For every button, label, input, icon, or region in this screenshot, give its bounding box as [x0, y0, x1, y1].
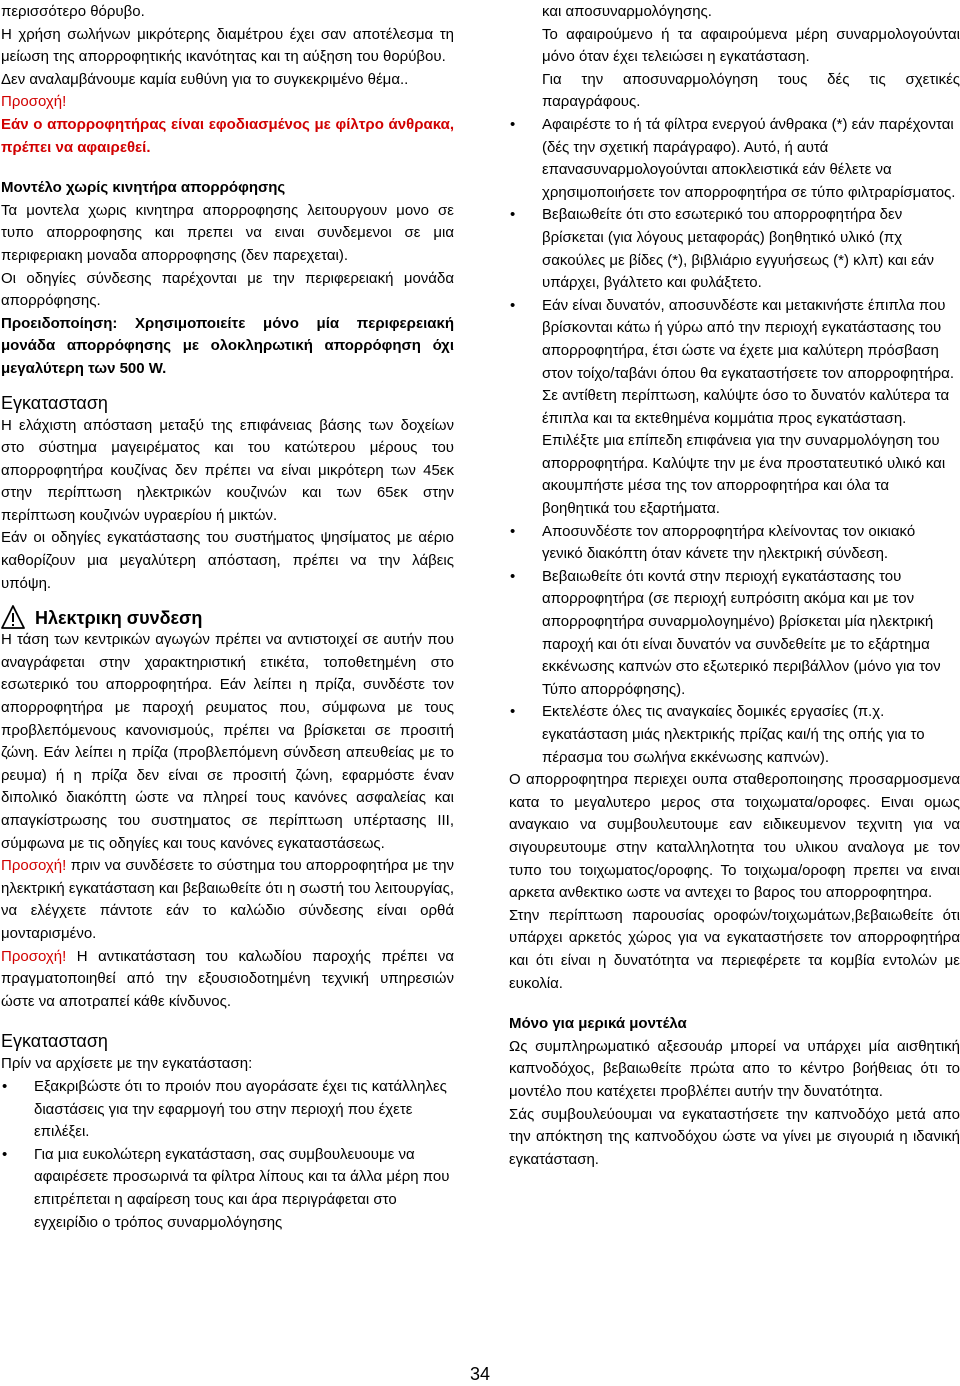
paragraph: περισσότερο θόρυβο.: [1, 3, 145, 20]
paragraph: Στην περίπτωση παρουσίας οροφών/τοιχωμάτων,βεβαιωθείτε ότι υπάρχει αρκετός χώρος για να εγκαταστήσετε τον απορροφητήρα και ότι είναι η δυνατότητα να περιεφέρετε τα κομβία εντολών με ευκολία.: [509, 906, 960, 992]
warning-icon: [1, 605, 25, 629]
paragraph: Η χρήση σωλήνων μικρότερης διαμέτρου έχει σαν αποτέλεσμα τη μείωση της απορροφητικής ικανότητας και τη αύξηση του θορύβου.: [1, 25, 454, 66]
paragraph: και αποσυναρμολόγησης.: [542, 3, 712, 20]
warning-text: Εάν ο απορροφητήρας είναι εφοδιασμένος με φίλτρο άνθρακα, πρέπει να αφαιρεθεί.: [1, 115, 454, 156]
list-item: • Αποσυνδέστε τον απορροφητήρα κλείνοντας τον οικιακό γενικό διακόπτη όταν κάνετε την ηλεκτρική σύνδεση.: [509, 521, 960, 566]
paragraph: Εάν οι οδηγίες εγκατάστασης του συστήματος ψησίματος με αέριο καθορίζουν μια μεγαλύτερη απόσταση, πρέπει να την λάβεις υπόψη.: [1, 529, 454, 592]
section-heading: Μοντέλο χωρίς κινητήρα απορρόφησης: [1, 179, 286, 197]
bullet-list: [509, 114, 960, 769]
section-heading: Εγκατασταση: [1, 392, 108, 413]
list-item: • Για μια ευκολώτερη εγκατάσταση, σας συμβουλευουμε να αφαιρέσετε προσωρινά τα φίλτρα λίπους και τα άλλα μέρη που επιτρέπεται η αφαίρεση τους και άρα περιγράφεται στο εγχειρίδιο ο τρόπος συναρμολόγησης: [1, 1144, 454, 1234]
list-item: • Βεβαιωθείτε ότι στο εσωτερικό του απορροφητήρα δεν βρίσκεται (για λόγους μεταφοράς) βοηθητικό υλικό (πχ σακούλες με βίδες (*), βιβλιάριο εγγυήσεως (*) κλπ) και εάν υπάρχει, βγάλτετο και φυλάξτετο.: [509, 204, 960, 294]
warning-label: Προσοχή!: [1, 857, 67, 875]
section-heading: Εγκατασταση: [1, 1031, 108, 1052]
subheading: Πρίν να αρχίσετε με την εγκατάσταση:: [1, 1055, 253, 1073]
list-item: • Εκτελέστε όλες τις αναγκαίες δομικές εργασίες (π.χ. εγκατάσταση μιάς ηλεκτρικής πρίζας και/ή της οπής για το πέρασμα του σωλήνα εκκένωσης καπνών).: [509, 701, 960, 769]
section-heading: Ηλεκτρικη συνδεση: [35, 607, 203, 628]
electrical-heading-row: [1, 605, 454, 629]
paragraph: Η ελάχιστη απόσταση μεταξύ της επιφάνειας βάσης των δοχείων στο σύστημα μαγειρέματος και του κατώτερου μέρους του απορροφητήρα κουζίνας δεν πρέπει να είναι μικρότερη των 45εκ στην περίπτωση ηλεκτρικών κουζινών και των 65εκ στην περίπτωση κουζινών υγραερίου ή μικτών.: [1, 416, 454, 524]
warning-text: πριν να συνδέσετε το σύστημα του απορροφητήρα με την ηλεκτρική εγκατάσταση και βεβαιωθείτε ότι η σωστή του λειτουργίας, να ελέγχετε πάντοτε εάν το καλώδιο σύνδεσης είναι ορθά μονταρισμένο.: [1, 857, 454, 942]
list-item: • Βεβαιωθείτε ότι κοντά στην περιοχή εγκατάστασης του απορροφητήρα (σε περιοχή ευπρόσιτη ακόμα και με τον απορροφητήρα συναρμολογημένο) βρίσκεται μία ηλεκτρική παροχή και ότι είναι δυνατόν να συνδεθείτε με το εξάρτημα εκκένωσης καπνών στο εξωτερικό περιβάλλον (μόνο για τον Τύπο απορρόφησης).: [509, 566, 960, 702]
warning-paragraph: [1, 855, 454, 945]
paragraph: Το αφαιρούμενο ή τα αφαιρούμενα μέρη συναρμολογούνται μόνο όταν έχει τελειώσει η εγκατάσταση.: [542, 25, 960, 66]
warning-paragraph: Προειδοποίηση: Χρησιμοποιείτε μόνο μία περιφερειακή μονάδα απορρόφησης με ολοκληρωτική απορρόφηση όχι μεγαλύτερη των 500 W.: [1, 314, 454, 377]
paragraph: Ο απορροφητηρα περιεχει ουπα σταθεροποιησης προσαρμοσμενα κατα το μεγαλυτερο μερος στα τοιχωματα/οροφες. Ειναι ομως αναγκαιο να συμβουλευτουμε εαν ειδικευμενον τεχνιτη για να σιγουρευτουμε στην καταλληλοτητα του υλικου αναλογα με τον τυπο του τοιχωματος/οροφης. Το τοιχωμα/οροφη πρεπει να ειναι αρκετα ανθεκτικο ωστε να αντεχει το βαρος του απορροφητηρα.: [509, 771, 960, 902]
warning-label: Προσοχή!: [1, 93, 67, 111]
right-column: [509, 1, 960, 1171]
paragraph: Για την αποσυναρμολόγηση τους δές τις σχετικές παραγράφους.: [542, 70, 960, 111]
paragraph: Δεν αναλαμβάνουμε καμία ευθύνη για το συγκεκριμένο θέμα..: [1, 70, 409, 88]
paragraph: Σάς συμβουλεύουμαι να εγκαταστήσετε την καπνοδόχο μετά απο την απόκτηση της καπνοδόχου ώστε να γίνει με σιγουριά η ιδανική εγκατάσταση.: [509, 1105, 960, 1168]
paragraph: Οι οδηγίες σύνδεσης παρέχονται με την περιφερειακή μονάδα απορρόφησης.: [1, 269, 454, 310]
list-item: • Εξακριβώστε ότι το προιόν που αγοράσατε έχει τις κατάλληλες διαστάσεις για την εφαρμογή του στην περιοχή που έχετε επιλέξει.: [1, 1076, 454, 1144]
section-heading: Μόνο για μερικά μοντέλα: [509, 1015, 687, 1033]
warning-text: Η αντικατάσταση του καλωδίου παροχής πρέπει να πραγματοποιηθεί από την εξουσιοδοτημένη τεχνική υπηρεσιών ώστε να αποτραπεί κάθε κίνδυνος.: [1, 947, 454, 1010]
paragraph: Ως συμπληρωματικό αξεσουάρ μπορεί να υπάρχει μία αισθητική καπνοδόχος, βεβαιωθείτε πρώτα απο το κέντρο βοήθειας ότι το μοντέλο που κατέχετει προβλέπει αυτήν την δυνατότητα.: [509, 1037, 960, 1100]
list-item: • Εάν είναι δυνατόν, αποσυνδέστε και μετακινήστε έπιπλα που βρίσκονται κάτω ή γύρω από την περιοχή εγκατάστασης του απορροφητήρα, έτσι ώστε να έχετε μια καλύτερη πρόσβαση στον τοίχο/ταβάνι όπου θα εγκαταστήσετε τον απορροφητήρα. Σε αντίθετη περίπτωση, καλύψτε όσο το δυνατόν καλύτερα τα έπιπλα και τα εκτεθημένα κομμάτια προς εγκατάσταση. Επιλέξτε μια επίπεδη επιφάνεια για την συναρμολόγηση του απορροφητήρα. Καλύψτε την με ένα προστατευτικό υλικό και ακουμπήστε μέσα της τον απορροφητήρα και όλα τα βοηθητικά του εξαρτήματα.: [509, 295, 960, 521]
left-column: [1, 1, 454, 1234]
bullet-list: [1, 1076, 454, 1234]
warning-label: Προσοχή!: [1, 947, 67, 965]
warning-paragraph: [1, 946, 454, 1014]
paragraph: Τα μοντελα χωρις κινητηρα απορροφησης λειτουργουν μονο σε τυπο απορροφησης και πρεπει να ειναι συνδεμενοι σε μια περιφεριακη μοναδα απορροφησης (δεν παρεχεται).: [1, 201, 454, 264]
list-item: • Αφαιρέστε το ή τά φίλτρα ενεργού άνθρακα (*) εάν παρέχονται (δές την σχετική παράγραφο). Αυτό, ή αυτά επανασυναρμολογούνται αποκλειστικά εάν θέλετε να χρησιμοποιήσετε τον απορροφητήρα σε τύπο φιλτραρίσματος.: [509, 114, 960, 204]
page-number: 34: [469, 1364, 491, 1384]
paragraph: Η τάση των κεντρικών αγωγών πρέπει να αντιστοιχεί σε αυτήν που αναγράφεται στην χαρακτηριστική ετικέτα, τοποθετημένη στο εσωτερικό του απορροφητήρα. Εάν λείπει η πρίζα, συνδέστε τον απορροφητήρα με παροχή ρευματος που, σύμφωνα με τους προβλεπόμενους κανονισμούς, πρέπει να βρίσκεται σε προσιτή ζώνη. Εάν λείπει η πρίζα (προβλεπόμενη σύνδεση απευθείας με το ρευμα) ή η πρίζα δεν είναι σε προσιτή ζώνη, εφαρμόστε έναν διπολικό διακόπτη ώστε να πληρεί τους κανόνες ασφαλείας και απαγκίστρωσης του συστηματος σε περίπτωση υπέρτασης III, σύμφωνα με τις οδηγίες και τους κανόνες εγκαταστάσεως.: [1, 631, 454, 852]
